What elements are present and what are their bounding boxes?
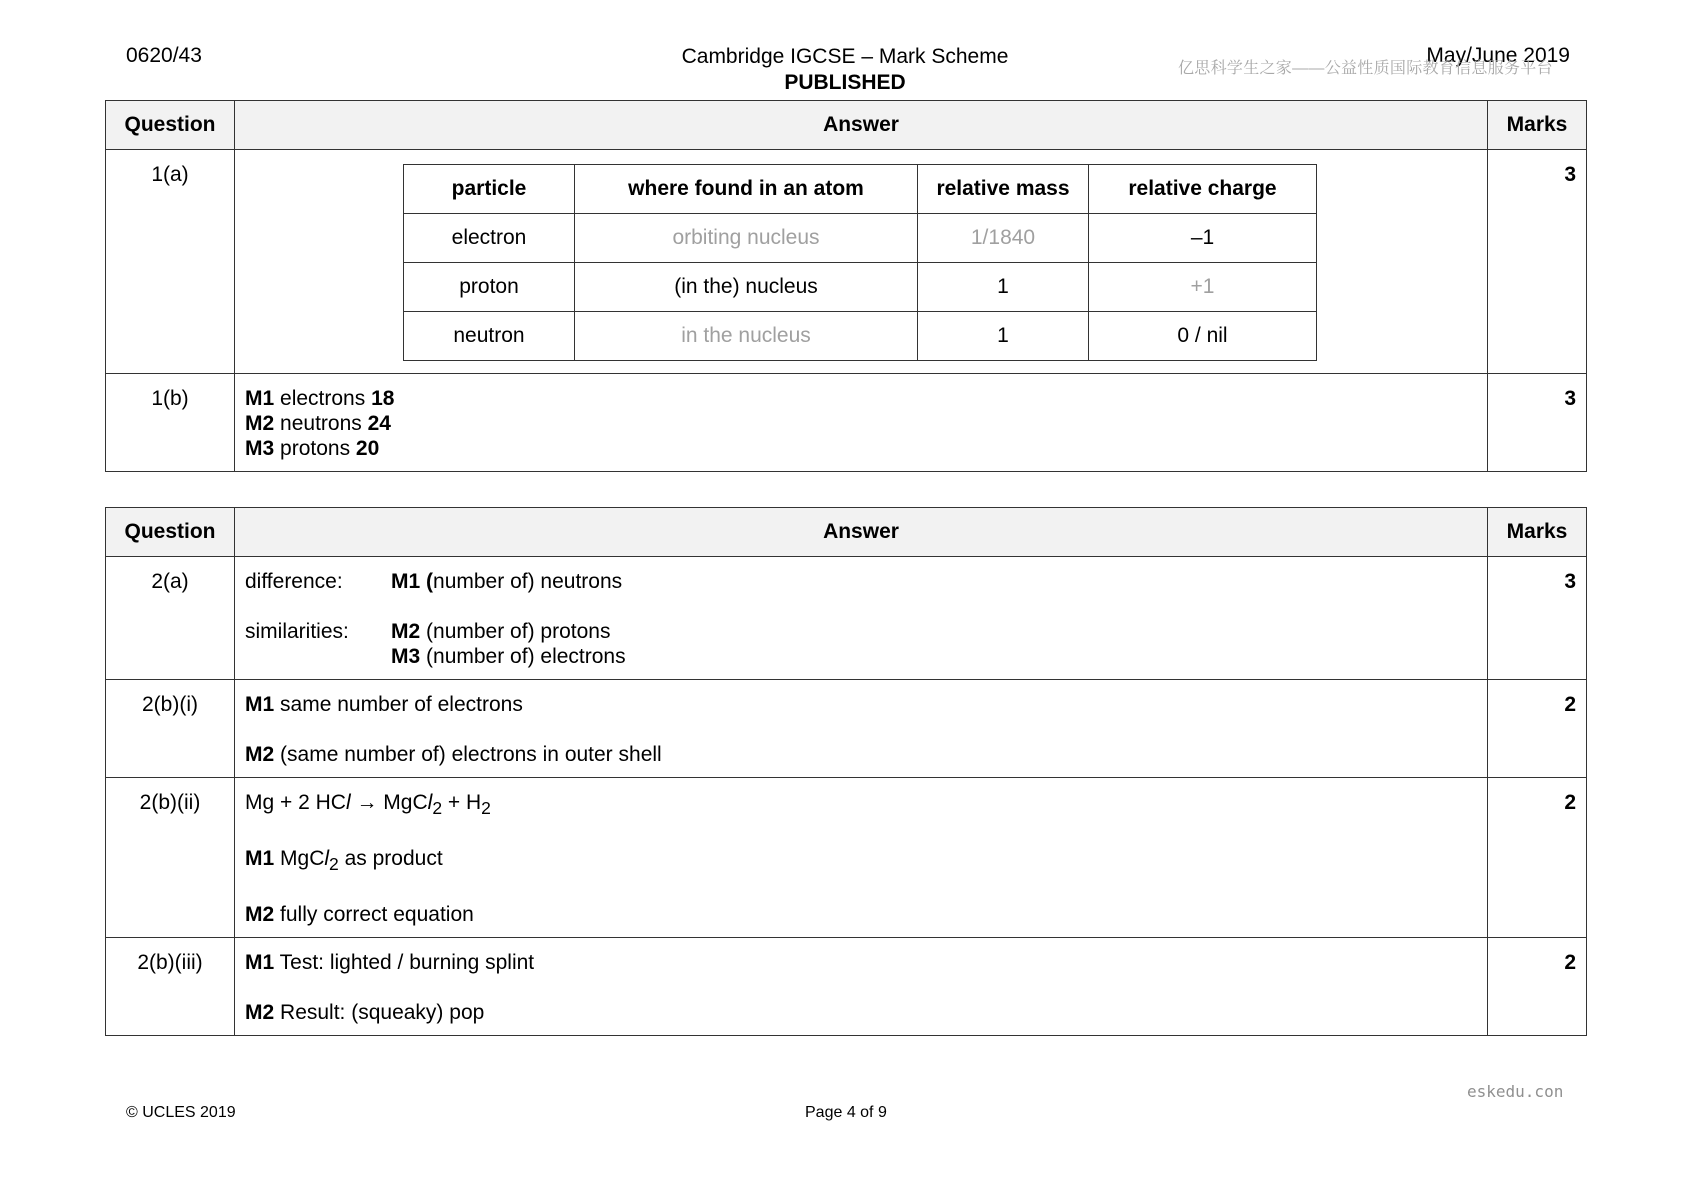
answer-text: Test: lighted / burning splint [279, 951, 535, 975]
answer-value: 24 [367, 412, 391, 435]
table-row [106, 778, 1587, 938]
open-paren: ( [426, 570, 434, 593]
answer-line [245, 569, 1477, 594]
answer-text: (same number of) electrons in outer shell [280, 743, 662, 766]
answer-text: neutrons [280, 412, 362, 435]
answer-line [245, 436, 1477, 461]
table-header-row [106, 508, 1587, 557]
answer-cell [235, 557, 1488, 680]
mass-value: 1/1840 [918, 214, 1089, 263]
answer-text: protons [280, 437, 351, 460]
question-header: Question [106, 508, 235, 557]
answer-line [245, 742, 1477, 767]
answer-text: as product [338, 847, 443, 871]
similarities-label: similarities: [245, 620, 349, 643]
copyright: © UCLES 2019 [126, 1104, 236, 1121]
marks-value: 3 [1488, 374, 1587, 472]
page-number: Page 4 of 9 [805, 1104, 887, 1121]
question-number: 1(b) [106, 374, 235, 472]
answer-header: Answer [235, 508, 1488, 557]
answer-text: number of) neutrons [433, 570, 623, 593]
mark-scheme-table-2 [105, 507, 1587, 1036]
question-number: 2(b)(ii) [106, 778, 235, 938]
answer-line [245, 386, 1477, 411]
question-number: 1(a) [106, 150, 235, 374]
location-value: orbiting nucleus [575, 214, 918, 263]
difference-label: difference: [245, 570, 343, 593]
marks-value: 2 [1488, 938, 1587, 1036]
answer-line [245, 1000, 1477, 1025]
table-row [106, 557, 1587, 680]
equation-part: l [345, 791, 351, 814]
location-header: where found in an atom [575, 165, 918, 214]
answer-text: same number of electrons [280, 693, 523, 716]
particle-table [403, 164, 1317, 361]
mark-code: M2 [391, 620, 421, 643]
mark-code: M1 [245, 693, 275, 716]
answer-line [245, 644, 1477, 669]
mass-value: 1 [918, 312, 1089, 361]
equation-part: MgC [383, 791, 428, 814]
table-row [404, 312, 1317, 361]
answer-text: MgC [280, 847, 325, 871]
answer-value: 18 [371, 387, 395, 410]
answer-cell [235, 680, 1488, 778]
answer-text: Result: (squeaky) pop [280, 1001, 485, 1025]
mark-code: M2 [245, 1001, 275, 1025]
mark-code: M3 [391, 645, 421, 668]
paper-code: 0620/43 [126, 44, 202, 67]
equation-part: l [427, 791, 433, 814]
table-row [106, 374, 1587, 472]
mark-code: M1 [245, 847, 275, 871]
subscript: 2 [481, 798, 491, 819]
particle-name: proton [404, 263, 575, 312]
table-row [106, 938, 1587, 1036]
answer-text: fully correct equation [280, 903, 474, 927]
location-value: (in the) nucleus [575, 263, 918, 312]
mass-header: relative mass [918, 165, 1089, 214]
mark-code: M2 [245, 743, 275, 766]
answer-text: (number of) electrons [426, 645, 626, 668]
table-row [404, 263, 1317, 312]
question-number: 2(b)(i) [106, 680, 235, 778]
particle-header: particle [404, 165, 575, 214]
mark-scheme-table-1 [105, 100, 1587, 472]
answer-line [245, 950, 1477, 975]
subscript: 2 [329, 854, 339, 875]
table-header-row [106, 101, 1587, 150]
mass-value: 1 [918, 263, 1089, 312]
marks-value: 3 [1488, 150, 1587, 374]
marks-value: 3 [1488, 557, 1587, 680]
answer-cell [235, 938, 1488, 1036]
answer-line [245, 692, 1477, 717]
answer-text: (number of) protons [426, 620, 611, 643]
marks-value: 2 [1488, 680, 1587, 778]
site-watermark: eskedu.con [1467, 1082, 1564, 1101]
question-number: 2(a) [106, 557, 235, 680]
chemical-equation [245, 790, 1477, 821]
exam-session: May/June 2019 [1426, 44, 1570, 67]
mark-code: M1 [245, 387, 275, 410]
table-row [404, 214, 1317, 263]
answer-cell [235, 778, 1488, 938]
question-header: Question [106, 101, 235, 150]
particle-name: neutron [404, 312, 575, 361]
mark-code: M1 [391, 570, 421, 593]
subscript: 2 [432, 798, 443, 819]
answer-line [245, 846, 1477, 877]
document-title: Cambridge IGCSE – Mark Scheme [681, 45, 1009, 68]
answer-cell [235, 374, 1488, 472]
charge-value: –1 [1089, 214, 1317, 263]
mark-code: M2 [245, 903, 275, 927]
answer-line [245, 619, 1477, 644]
answer-cell [235, 150, 1488, 374]
answer-line [245, 902, 1477, 927]
reaction-arrow: → [350, 791, 384, 814]
charge-value: 0 / nil [1089, 312, 1317, 361]
equation-part: + H [442, 791, 482, 814]
marks-header: Marks [1488, 508, 1587, 557]
charge-value: +1 [1089, 263, 1317, 312]
mark-code: M3 [245, 437, 275, 460]
equation-part: Mg + 2 HC [245, 791, 346, 814]
marks-header: Marks [1488, 101, 1587, 150]
location-value: in the nucleus [575, 312, 918, 361]
published-label: PUBLISHED [784, 71, 906, 94]
particle-name: electron [404, 214, 575, 263]
answer-header: Answer [235, 101, 1488, 150]
answer-text: electrons [280, 387, 366, 410]
question-number: 2(b)(iii) [106, 938, 235, 1036]
answer-value: 20 [355, 437, 380, 460]
watermark-text: 亿思科学生之家——公益性质国际教育信息服务平台 [1178, 60, 1553, 77]
answer-text: l [324, 847, 330, 871]
mark-code: M1 [245, 951, 275, 975]
mark-code: M2 [245, 412, 275, 435]
answer-line [245, 411, 1477, 436]
marks-value: 2 [1488, 778, 1587, 938]
table-row [106, 150, 1587, 374]
charge-header: relative charge [1089, 165, 1317, 214]
particle-table-header [404, 165, 1317, 214]
table-row [106, 680, 1587, 778]
